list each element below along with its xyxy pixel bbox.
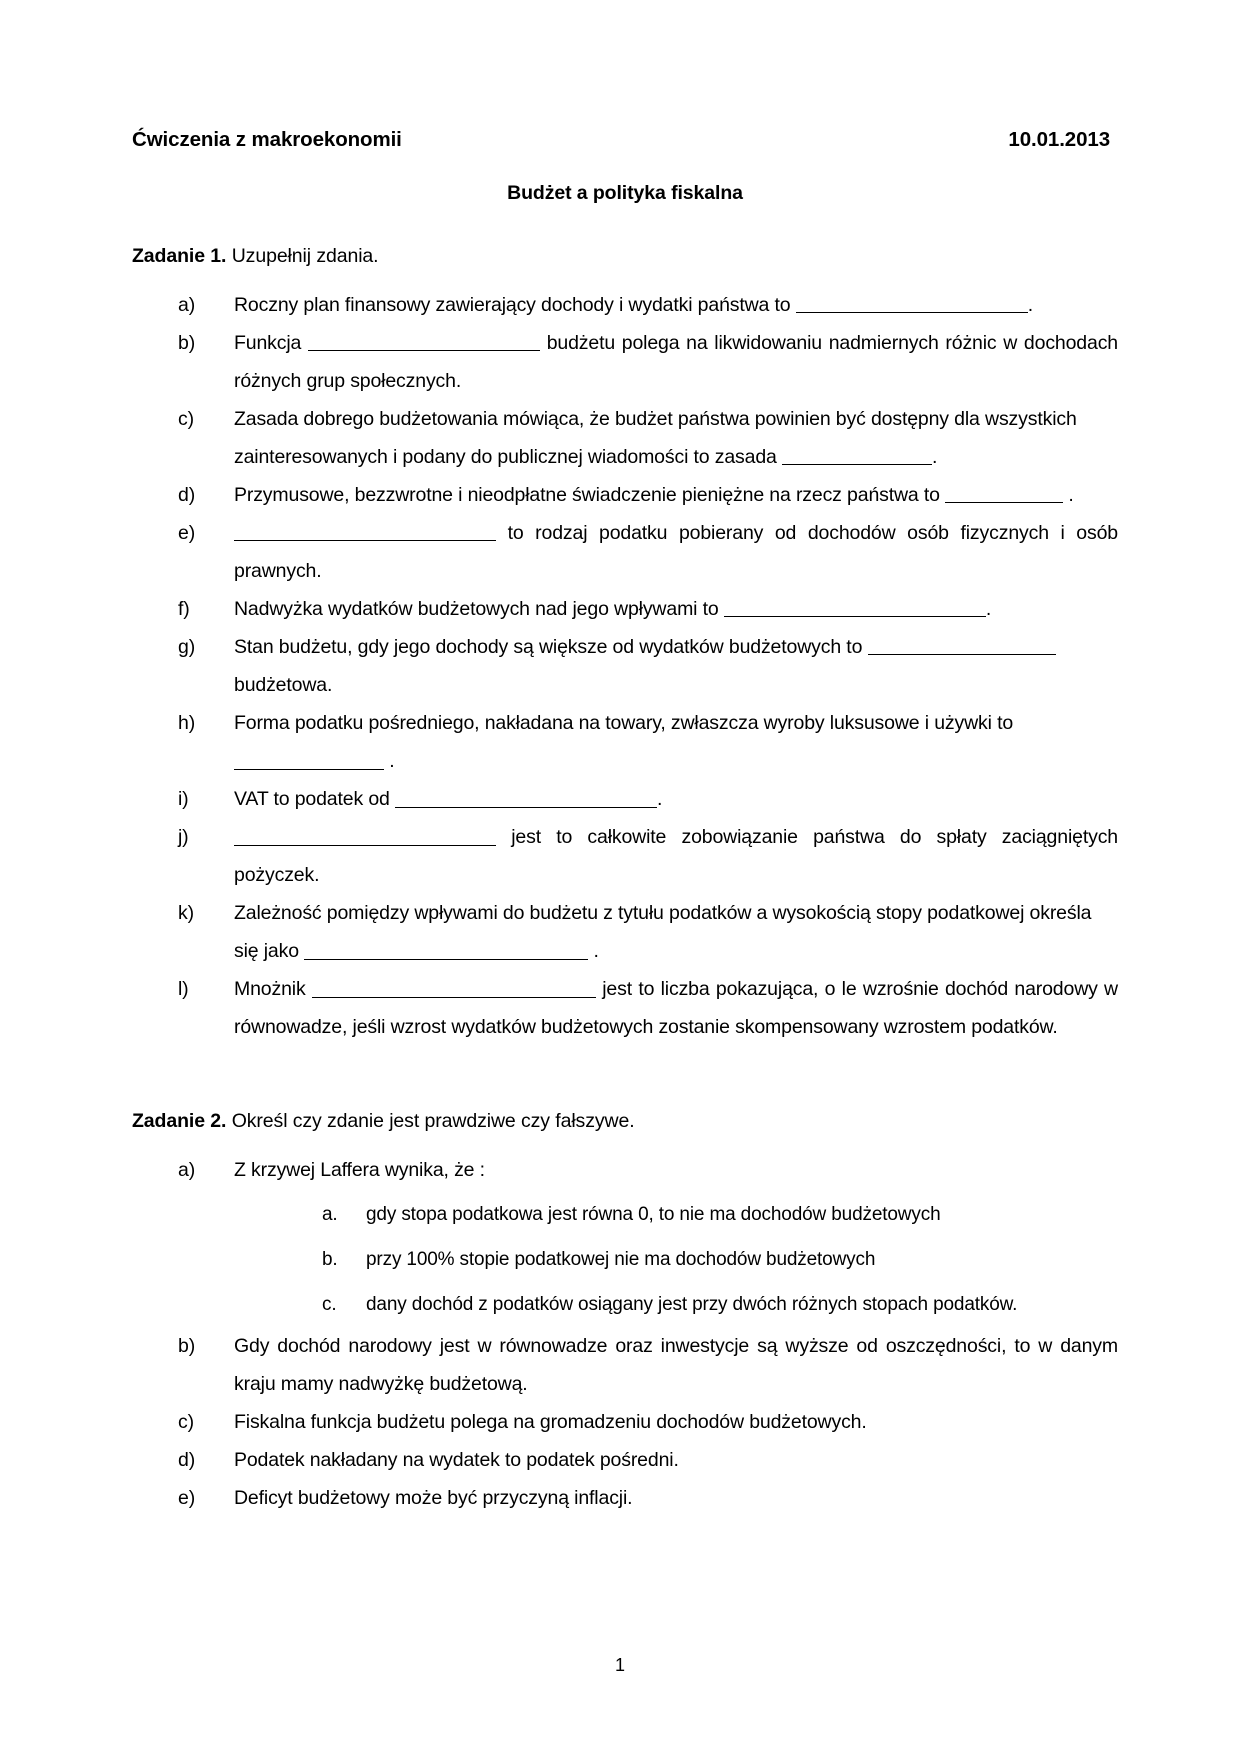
item-text-after-blank: . [932,446,938,469]
task2-item [178,1479,1118,1517]
list-marker: k) [178,902,194,925]
sublist-marker: c. [322,1293,337,1315]
task2-item [178,1403,1118,1441]
item-text: Z krzywej Laffera wynika, że : [234,1159,485,1182]
task2-sublist [234,1193,1118,1327]
item-text-before-blank: Funkcja [234,332,308,355]
task1-item [178,704,1118,780]
sublist-marker: b. [322,1248,338,1270]
item-text-after-blank: . [384,750,395,773]
item-text [234,704,1118,780]
answer-blank[interactable] [304,940,588,960]
item-text-before-blank: Mnożnik [234,978,312,1001]
subitem-text: dany dochód z podatków osiągany jest przy dwóch różnych stopach podatków. [366,1293,1018,1315]
task2-subitem [322,1238,1118,1283]
task2-item [178,1151,1118,1327]
item-text-before-blank: Przymusowe, bezzwrotne i nieodpłatne świadczenie pieniężne na rzecz państwa to [234,484,946,507]
task1-label: Zadanie 1. [132,245,227,267]
item-text-after-blank: . [1027,294,1034,316]
item-text [234,324,1118,400]
item-text-after-blank: . [588,940,599,963]
item-text-before-blank: Zależność pomiędzy wpływami do budżetu z tytułu podatków a wysokością stopy podatkowej określa się jako [234,902,1092,963]
answer-blank[interactable] [868,636,1056,656]
answer-blank[interactable] [312,978,596,998]
task2-item [178,1327,1118,1403]
list-marker: a) [178,1159,196,1182]
answer-blank[interactable] [796,294,1028,314]
task1-item [178,514,1118,590]
task2-instruction: Określ czy zdanie jest prawdziwe czy fałszywe. [226,1110,635,1133]
item-text [234,970,1118,1046]
item-text-before-blank: Zasada dobrego budżetowania mówiąca, że budżet państwa powinien być dostępny dla wszystkich zainteresowanych i podany do publicznej wiadomości to zasada [234,408,1077,469]
item-text [234,476,1118,514]
item-text [234,818,1118,894]
task1-item [178,400,1118,476]
item-text [234,286,1118,324]
task2-subitem [322,1193,1118,1238]
item-text-before-blank: Stan budżetu, gdy jego dochody są większe od wydatków budżetowych to [234,636,868,659]
item-text: Fiskalna funkcja budżetu polega na gromadzeniu dochodów budżetowych. [234,1411,867,1434]
item-text-after-blank: . [657,788,663,811]
list-marker: c) [178,1411,194,1434]
item-text-before-blank: Forma podatku pośredniego, nakładana na towary, zwłaszcza wyroby luksusowe i używki to [234,712,1014,735]
item-text-after-blank: jest to liczba pokazująca, o le wzrośnie dochód narodowy w równowadze, jeśli wzrost wydatków budżetowych zostanie skompensowany wzrostem podatków. [234,978,1118,1039]
task1-item [178,894,1118,970]
task1-item [178,818,1118,894]
item-text-after-blank: . [1063,484,1074,507]
item-text-after-blank: budżetowa. [234,674,333,697]
item-text [234,590,1118,628]
list-marker: g) [178,636,196,659]
document-title: Ćwiczenia z makroekonomii [132,128,402,151]
list-marker: d) [178,484,196,507]
document-subtitle: Budżet a polityka fiskalna [507,182,743,204]
item-text [234,894,1118,970]
task1-item [178,970,1118,1046]
answer-blank[interactable] [724,598,986,618]
item-text-after-blank: . [985,598,992,621]
task1-item [178,476,1118,514]
page-number: 1 [614,1655,625,1675]
item-text [234,514,1118,590]
list-marker: d) [178,1449,196,1472]
answer-blank[interactable] [234,522,496,542]
task2-list [132,1151,1118,1517]
task1-list [132,286,1118,1046]
document-header [132,128,1118,152]
item-text-before-blank: VAT to podatek od [234,788,395,811]
task1-item [178,780,1118,818]
subitem-text: przy 100% stopie podatkowej nie ma dochodów budżetowych [366,1248,876,1270]
list-marker: h) [178,712,196,735]
answer-blank[interactable] [308,332,540,352]
subitem-text: gdy stopa podatkowa jest równa 0, to nie ma dochodów budżetowych [366,1204,941,1226]
answer-blank[interactable] [395,788,657,808]
task1-item [178,286,1118,324]
task1-instruction: Uzupełnij zdania. [226,245,379,267]
task1-item [178,628,1118,704]
task1-heading [132,245,1118,268]
item-text [234,400,1118,476]
list-marker: i) [178,788,189,811]
item-text [234,628,1118,704]
task2-subitem [322,1283,1118,1328]
document-date: 10.01.2013 [1008,128,1110,151]
item-text-before-blank: Roczny plan finansowy zawierający dochody i wydatki państwa to [234,294,796,316]
answer-blank[interactable] [945,484,1063,504]
task1-item [178,324,1118,400]
item-text-after-blank: budżetu polega na likwidowaniu nadmiernych różnic w dochodach różnych grup społecznych. [234,332,1118,393]
task1-item [178,590,1118,628]
item-text-before-blank: Nadwyżka wydatków budżetowych nad jego wpływami to [234,598,724,621]
item-text [234,780,1118,818]
sublist-marker: a. [322,1204,338,1226]
list-marker: f) [178,598,190,621]
answer-blank[interactable] [234,826,496,846]
item-text: Gdy dochód narodowy jest w równowadze oraz inwestycje są wyższe od oszczędności, to w danym kraju mamy nadwyżkę budżetową. [234,1335,1118,1396]
list-marker: e) [178,1487,196,1510]
list-marker: b) [178,1335,196,1358]
task2-heading [132,1110,1118,1133]
answer-blank[interactable] [782,446,932,466]
item-text: Deficyt budżetowy może być przyczyną inflacji. [234,1487,633,1510]
list-marker: c) [178,408,194,431]
list-marker: l) [178,978,189,1001]
list-marker: e) [178,522,196,545]
item-text-after-blank: jest to całkowite zobowiązanie państwa do spłaty zaciągniętych pożyczek. [234,826,1118,887]
task2-label: Zadanie 2. [132,1110,227,1133]
item-text-after-blank: to rodzaj podatku pobierany od dochodów osób fizycznych i osób prawnych. [234,522,1118,583]
task2-item [178,1441,1118,1479]
list-marker: a) [178,294,196,316]
item-text: Podatek nakładany na wydatek to podatek pośredni. [234,1449,679,1472]
list-marker: b) [178,332,196,355]
list-marker: j) [178,826,189,849]
answer-blank[interactable] [234,750,384,770]
